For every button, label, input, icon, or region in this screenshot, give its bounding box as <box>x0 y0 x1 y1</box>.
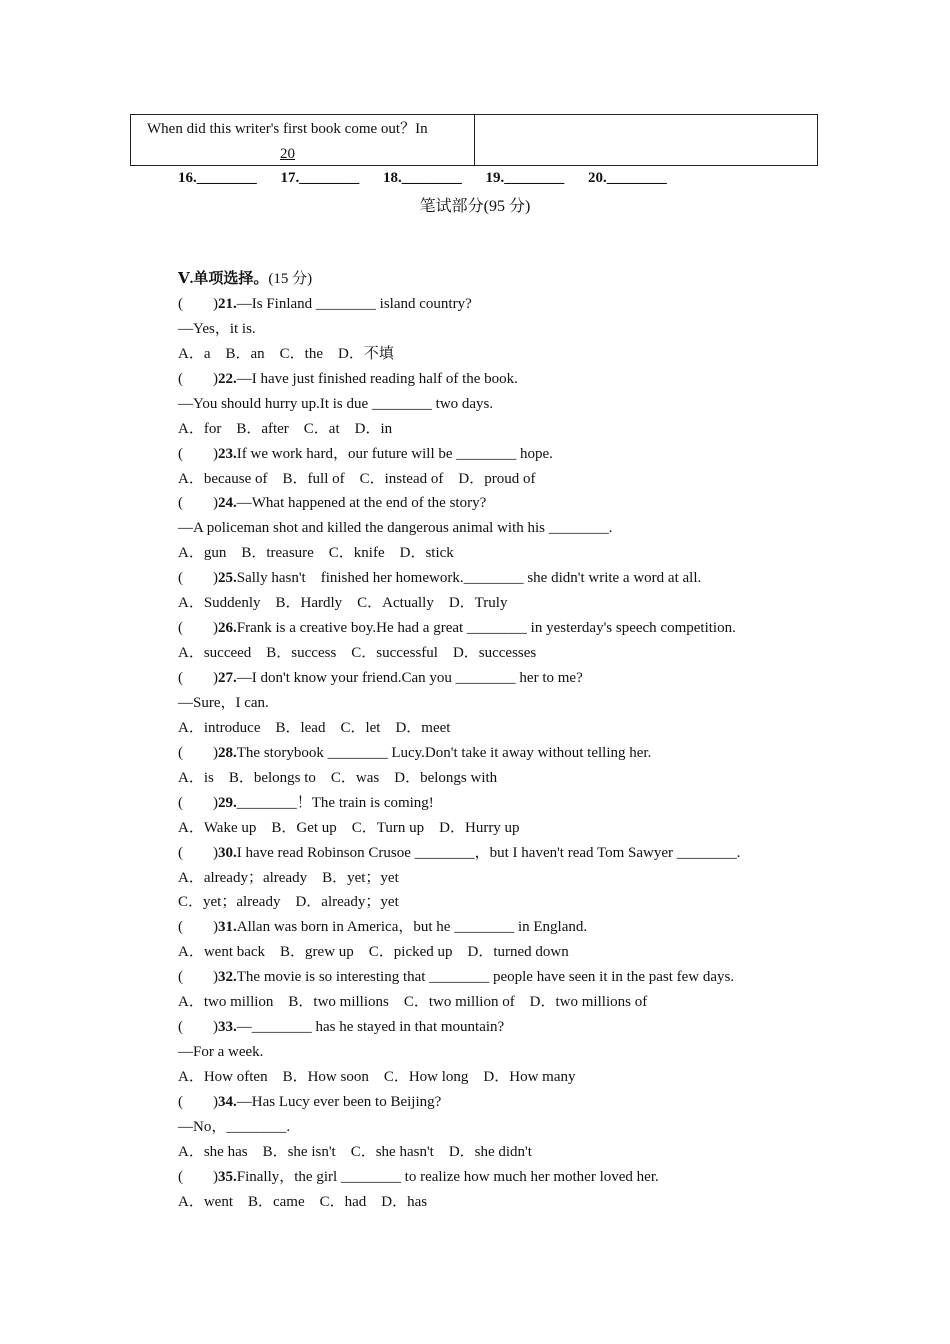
answer-bracket: ( ) <box>178 1019 218 1036</box>
question-text: I have read Robinson Crusoe ________，but I haven't read Tom Sawyer ________. <box>236 844 741 861</box>
blank-20: 20.________ <box>588 170 667 186</box>
question-line <box>178 816 741 841</box>
question-line <box>178 741 741 766</box>
question-text: A．for B．after C．at D．in <box>178 420 393 437</box>
blank-18: 18.________ <box>383 170 462 186</box>
question-text: Allan was born in America，but he ________ in England. <box>236 919 588 936</box>
question-line <box>178 1165 741 1190</box>
question-line <box>178 866 741 891</box>
question-text: —Is Finland ________ island country? <box>236 295 472 312</box>
question-line <box>178 666 741 691</box>
question-line <box>178 442 741 467</box>
question-text: Finally，the girl ________ to realize how much her mother loved her. <box>236 1168 659 1185</box>
question-number: 32. <box>218 969 237 986</box>
question-line <box>178 841 741 866</box>
question-text: A．succeed B．success C．successful D．successes <box>178 645 537 662</box>
question-text: The movie is so interesting that ________ people have seen it in the past few days. <box>236 969 735 986</box>
question-text: C．yet；already D．already；yet <box>178 894 399 911</box>
answer-bracket: ( ) <box>178 670 218 686</box>
question-number: 25. <box>218 570 237 587</box>
question-text: —________ has he stayed in that mountain? <box>236 1019 505 1036</box>
question-text: A．is B．belongs to C．was D．belongs with <box>178 769 498 786</box>
answer-bracket: ( ) <box>178 1168 218 1185</box>
question-number: 30. <box>218 844 237 861</box>
question-line <box>178 267 741 292</box>
question-line <box>178 491 741 516</box>
question-line <box>178 1040 741 1065</box>
answer-bracket: ( ) <box>178 969 218 986</box>
table-question-cell <box>131 115 475 165</box>
question-line <box>178 417 741 442</box>
question-number: 21. <box>218 295 237 312</box>
question-line <box>178 317 741 342</box>
answer-table <box>130 114 818 166</box>
question-text: A．because of B．full of C．instead of D．proud of <box>178 470 536 487</box>
table-answer-line <box>131 142 474 167</box>
question-line <box>178 342 741 367</box>
question-text: —Has Lucy ever been to Beijing? <box>236 1093 442 1110</box>
question-number: 29. <box>218 794 237 811</box>
question-text: A．gun B．treasure C．knife D．stick <box>178 545 454 562</box>
question-line <box>178 1090 741 1115</box>
blank-17: 17.________ <box>280 170 360 186</box>
table-empty-cell <box>475 115 817 165</box>
question-text: A．Wake up B．Get up C．Turn up D．Hurry up <box>178 819 520 836</box>
table-question: When did this writer's first book come out？In <box>147 121 428 137</box>
answer-bracket: ( ) <box>178 570 218 587</box>
question-line <box>178 691 741 716</box>
answer-bracket: ( ) <box>178 1093 218 1110</box>
question-line <box>178 367 741 392</box>
question-number: 28. <box>218 744 237 761</box>
question-line <box>178 516 741 541</box>
question-text: A．a B．an C．the D．不填 <box>178 345 394 362</box>
question-line <box>178 1140 741 1165</box>
question-number: 33. <box>218 1019 237 1036</box>
question-text: —Yes，it is. <box>178 320 256 337</box>
question-line <box>178 292 741 317</box>
question-text: The storybook ________ Lucy.Don't take it away without telling her. <box>236 744 652 761</box>
question-line <box>178 591 741 616</box>
question-text: ________！The train is coming! <box>236 794 434 811</box>
question-line <box>178 616 741 641</box>
question-text: —For a week. <box>178 1044 264 1061</box>
question-line <box>178 641 741 666</box>
blank-16: 16.________ <box>178 170 257 186</box>
question-number: 24. <box>218 495 237 512</box>
question-line <box>178 791 741 816</box>
question-text: —I don't know your friend.Can you ________ her to me? <box>236 670 583 686</box>
answer-bracket: ( ) <box>178 445 218 462</box>
question-text: A．two million B．two millions C．two million of D．two millions of <box>178 994 648 1011</box>
question-line <box>178 990 741 1015</box>
question-text: (15 分) <box>268 271 313 287</box>
question-line <box>178 716 741 741</box>
section-title: 笔试部分(95 分) <box>419 198 531 215</box>
question-number: 27. <box>218 670 237 686</box>
table-answer: 20 <box>280 146 295 162</box>
question-line <box>178 965 741 990</box>
question-number: 22. <box>218 370 237 387</box>
question-line <box>178 940 741 965</box>
question-number: 26. <box>218 620 237 637</box>
question-text: —What happened at the end of the story? <box>236 495 487 512</box>
question-number: 35. <box>218 1168 237 1185</box>
question-text: A．went B．came C．had D．has <box>178 1193 428 1210</box>
question-list <box>178 267 741 1215</box>
answer-bracket: ( ) <box>178 794 218 811</box>
question-line <box>178 467 741 492</box>
question-text: A．introduce B．lead C．let D．meet <box>178 719 451 736</box>
answer-bracket: ( ) <box>178 295 218 312</box>
question-line <box>178 915 741 940</box>
question-line <box>178 766 741 791</box>
question-text: If we work hard，our future will be ________ hope. <box>236 445 553 462</box>
question-line <box>178 541 741 566</box>
question-text: —I have just finished reading half of the book. <box>236 370 518 387</box>
question-text: Frank is a creative boy.He had a great ________ in yesterday's speech competition. <box>236 620 736 637</box>
question-number: Ⅴ.单项选择。 <box>178 271 269 287</box>
question-line <box>178 1115 741 1140</box>
question-text: A．Suddenly B．Hardly C．Actually D．Truly <box>178 595 508 612</box>
question-text: A．went back B．grew up C．picked up D．turned down <box>178 944 569 961</box>
question-line <box>178 566 741 591</box>
answer-bracket: ( ) <box>178 919 218 936</box>
question-text: —No，________. <box>178 1118 291 1135</box>
question-line <box>178 1065 741 1090</box>
question-line <box>178 1190 741 1215</box>
answer-bracket: ( ) <box>178 495 218 512</box>
blank-19: 19.________ <box>485 170 565 186</box>
question-text: —Sure，I can. <box>178 694 269 711</box>
question-line <box>178 1015 741 1040</box>
question-text: —You should hurry up.It is due ________ two days. <box>178 395 494 412</box>
answer-bracket: ( ) <box>178 744 218 761</box>
question-text: A．How often B．How soon C．How long D．How many <box>178 1069 576 1085</box>
question-number: 31. <box>218 919 237 936</box>
question-text: —A policeman shot and killed the dangerous animal with his ________. <box>178 520 613 537</box>
question-line <box>178 890 741 915</box>
question-text: A．already；already B．yet；yet <box>178 869 399 886</box>
answer-bracket: ( ) <box>178 370 218 387</box>
question-number: 23. <box>218 445 237 462</box>
question-number: 34. <box>218 1093 237 1110</box>
question-line <box>178 392 741 417</box>
answer-bracket: ( ) <box>178 844 218 861</box>
answer-blanks <box>178 170 687 187</box>
question-text: A．she has B．she isn't C．she hasn't D．she didn't <box>178 1143 532 1160</box>
question-text: Sally hasn't finished her homework.________ she didn't write a word at all. <box>236 570 702 587</box>
answer-bracket: ( ) <box>178 620 218 637</box>
